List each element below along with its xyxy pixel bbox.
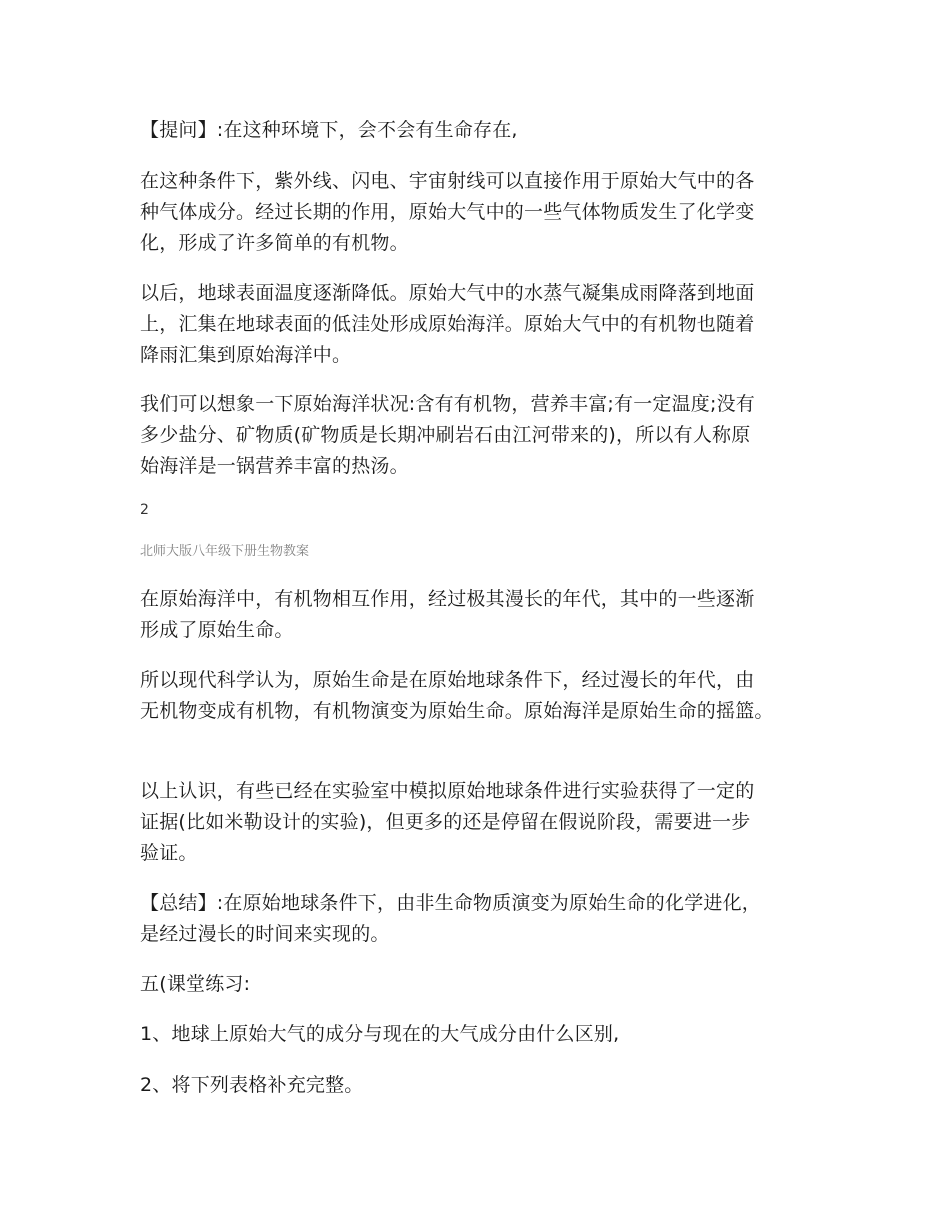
paragraph-ocean-conditions (140, 389, 830, 482)
text-line: 多少盐分、矿物质(矿物质是长期冲刷岩石由江河带来的)，所以有人称原 (140, 424, 751, 446)
text-line: 始海洋是一锅营养丰富的热汤。 (140, 455, 409, 477)
text-line: 以后，地球表面温度逐渐降低。原始大气中的水蒸气凝集成雨降落到地面 (140, 282, 755, 304)
text-line: 以上认识，有些已经在实验室中模拟原始地球条件进行实验获得了一定的 (140, 780, 755, 802)
paragraph-ocean-formation (140, 278, 830, 371)
text-line: 是经过漫长的时间来实现的。 (140, 923, 390, 945)
text-line: 五(课堂练习: (140, 973, 251, 995)
text-line: 无机物变成有机物，有机物演变为原始生命。原始海洋是原始生命的摇篮。 (140, 700, 774, 722)
page-number: 2 (140, 502, 149, 518)
text-line: 1、地球上原始大气的成分与现在的大气成分由什么区别, (140, 1023, 620, 1045)
paragraph-experiments (140, 776, 830, 869)
paragraph-question (140, 115, 830, 146)
exercise-item-2 (140, 1070, 830, 1101)
text-line: 形成了原始生命。 (140, 619, 294, 641)
text-line: 我们可以想象一下原始海洋状况:含有有机物，营养丰富;有一定温度;没有 (140, 393, 756, 415)
text-line: 在这种条件下，紫外线、闪电、宇宙射线可以直接作用于原始大气中的各 (140, 170, 755, 192)
paragraph-summary (140, 888, 830, 950)
text-line: 在原始海洋中，有机物相互作用，经过极其漫长的年代，其中的一些逐渐 (140, 588, 755, 610)
paragraph-modern-science (140, 665, 830, 727)
text-line: 种气体成分。经过长期的作用，原始大气中的一些气体物质发生了化学变 (140, 201, 755, 223)
text-line: 降雨汇集到原始海洋中。 (140, 344, 352, 366)
text-line: 证据(比如米勒设计的实验)，但更多的还是停留在假说阶段，需要进一步 (140, 811, 751, 833)
paragraph-primitive-life (140, 584, 830, 646)
running-header: 北师大版八年级下册生物教案 (140, 544, 310, 559)
paragraph-conditions (140, 166, 830, 259)
text-line: 2、将下列表格补充完整。 (140, 1074, 364, 1096)
text-line: 化，形成了许多简单的有机物。 (140, 232, 409, 254)
text-line: 验证。 (140, 842, 198, 864)
exercise-item-1 (140, 1019, 830, 1050)
text-line: 所以现代科学认为，原始生命是在原始地球条件下，经过漫长的年代，由 (140, 669, 755, 691)
section-heading-exercises (140, 969, 830, 1000)
text-line: 上，汇集在地球表面的低洼处形成原始海洋。原始大气中的有机物也随着 (140, 313, 755, 335)
text-line: 【总结】:在原始地球条件下，由非生命物质演变为原始生命的化学进化， (140, 892, 762, 914)
text-line: 【提问】:在这种环境下，会不会有生命存在, (140, 119, 518, 141)
